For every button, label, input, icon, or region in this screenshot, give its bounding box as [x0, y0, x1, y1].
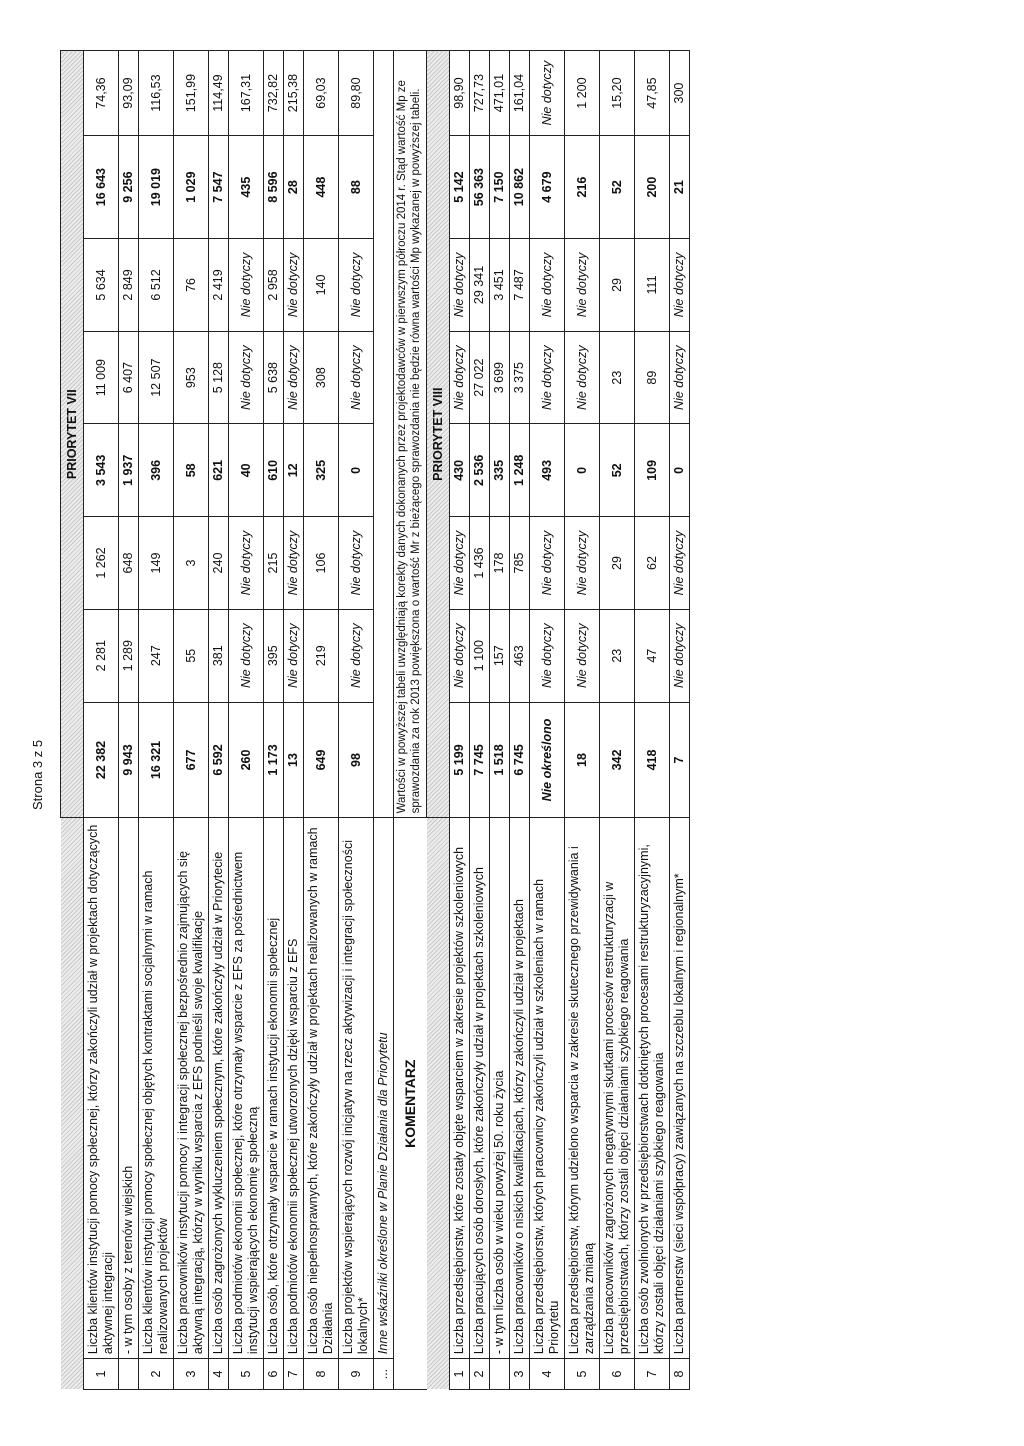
total-cell: 435 [229, 136, 264, 239]
percent-cell: 89,80 [339, 51, 374, 136]
value-cell: 3 451 [490, 239, 510, 332]
row-number: 8 [670, 1359, 690, 1390]
row-number: 3 [510, 1359, 530, 1390]
value-cell: 3 699 [490, 331, 510, 424]
value-cell: Nie dotyczy [530, 517, 565, 610]
priorytet-viii-title: PRIORYTET VIII [427, 51, 450, 818]
value-cell: Nie dotyczy [565, 517, 600, 610]
percent-cell: 15,20 [600, 51, 635, 136]
indicators-table [60, 50, 690, 1390]
percent-cell: 47,85 [635, 51, 670, 136]
value-cell: 18 [565, 702, 600, 818]
percent-cell: 215,38 [284, 51, 304, 136]
total-cell: 88 [339, 136, 374, 239]
value-cell: 342 [600, 702, 635, 818]
value-cell: 7 487 [510, 239, 530, 332]
value-cell: 27 022 [470, 331, 490, 424]
value-cell: 395 [264, 609, 284, 702]
indicator-label: Liczba osób zwolnionych w przedsiębiorstwach dotkniętych procesami restrukturyzacyjnymi, którzy zostali objęci działaniami szybkiego reagowania [635, 818, 670, 1359]
value-cell: Nie dotyczy [530, 331, 565, 424]
value-cell: 2 849 [119, 239, 139, 332]
page-number: Strona 3 z 5 [30, 739, 45, 810]
value-cell: Nie dotyczy [450, 239, 470, 332]
value-cell: 463 [510, 609, 530, 702]
value-cell: 40 [229, 424, 264, 517]
row-number [119, 1359, 139, 1390]
total-cell: 9 256 [119, 136, 139, 239]
total-cell: 28 [284, 136, 304, 239]
row-number: 7 [284, 1359, 304, 1390]
value-cell: Nie dotyczy [450, 331, 470, 424]
value-cell: Nie dotyczy [450, 517, 470, 610]
percent-cell: Nie dotyczy [530, 51, 565, 136]
value-cell: 2 281 [84, 609, 119, 702]
indicator-row [304, 51, 339, 1390]
value-cell: 621 [209, 424, 229, 517]
value-cell: 55 [174, 609, 209, 702]
value-cell: 5 638 [264, 331, 284, 424]
komentarz-heading: KOMENTARZ [394, 818, 427, 1390]
percent-cell: 167,31 [229, 51, 264, 136]
value-cell: 12 [284, 424, 304, 517]
percent-cell: 116,53 [139, 51, 174, 136]
percent-cell: 732,82 [264, 51, 284, 136]
value-cell: 418 [635, 702, 670, 818]
value-cell: Nie dotyczy [284, 331, 304, 424]
value-cell: 7 [670, 702, 690, 818]
indicator-row [635, 51, 670, 1390]
indicator-label: - w tym liczba osób w wieku powyżej 50. roku życia [490, 818, 510, 1359]
value-cell: 98 [339, 702, 374, 818]
value-cell: 9 943 [119, 702, 139, 818]
row-number: 7 [635, 1359, 670, 1390]
value-cell: 381 [209, 609, 229, 702]
percent-cell: 74,36 [84, 51, 119, 136]
value-cell: Nie dotyczy [530, 609, 565, 702]
total-cell: 16 643 [84, 136, 119, 239]
value-cell: 1 173 [264, 702, 284, 818]
value-cell: 1 289 [119, 609, 139, 702]
value-cell: 106 [304, 517, 339, 610]
row-number: 8 [304, 1359, 339, 1390]
value-cell: 3 [174, 517, 209, 610]
value-cell: Nie dotyczy [670, 239, 690, 332]
value-cell: 3 375 [510, 331, 530, 424]
row-number: 5 [565, 1359, 600, 1390]
value-cell: Nie dotyczy [670, 517, 690, 610]
value-cell: 6 512 [139, 239, 174, 332]
indicator-row [229, 51, 264, 1390]
value-cell: 240 [209, 517, 229, 610]
row-number: 3 [174, 1359, 209, 1390]
total-cell: 1 029 [174, 136, 209, 239]
priorytet-viii-section [427, 51, 690, 1390]
total-cell: 4 679 [530, 136, 565, 239]
row-number: 2 [139, 1359, 174, 1390]
value-cell: Nie dotyczy [450, 609, 470, 702]
value-cell: 430 [450, 424, 470, 517]
total-cell: 216 [565, 136, 600, 239]
value-cell: 335 [490, 424, 510, 517]
value-cell: 5 199 [450, 702, 470, 818]
indicator-row [84, 51, 119, 1390]
row-number: 1 [450, 1359, 470, 1390]
indicator-label: Liczba osób niepełnosprawnych, które zakończyły udział w projektach realizowanych w ramach Działania [304, 818, 339, 1359]
indicator-label: Liczba przedsiębiorstw, których pracownicy zakończyli udział w szkoleniach w ramach Priorytetu [530, 818, 565, 1359]
row-number: 4 [530, 1359, 565, 1390]
value-cell: 1 937 [119, 424, 139, 517]
total-cell: 5 142 [450, 136, 470, 239]
value-cell: 89 [635, 331, 670, 424]
row-number: 9 [339, 1359, 374, 1390]
value-cell: 247 [139, 609, 174, 702]
row-number: ... [374, 1359, 394, 1390]
indicator-row [600, 51, 635, 1390]
komentarz-section [374, 51, 427, 1390]
value-cell: 7 745 [470, 702, 490, 818]
percent-cell: 151,99 [174, 51, 209, 136]
total-cell: 8 596 [264, 136, 284, 239]
percent-cell: 300 [670, 51, 690, 136]
percent-cell: 471,01 [490, 51, 510, 136]
total-cell: 200 [635, 136, 670, 239]
value-cell: 52 [600, 424, 635, 517]
value-cell: 12 507 [139, 331, 174, 424]
value-cell: 29 [600, 517, 635, 610]
indicator-row [139, 51, 174, 1390]
value-cell: 16 321 [139, 702, 174, 818]
priorytet-vii-header [61, 51, 84, 1390]
indicator-row [264, 51, 284, 1390]
indicator-label: Liczba pracowników instytucji pomocy i integracji społecznej bezpośrednio zajmujących się aktywną integracją, którzy w wyniku wsparcia z EFS podnieśli swoje kwalifikacje [174, 818, 209, 1359]
value-cell: 396 [139, 424, 174, 517]
value-cell: 47 [635, 609, 670, 702]
other-indicators-label: Inne wskaźniki określone w Planie Działania dla Priorytetu [374, 818, 394, 1359]
indicator-row [565, 51, 600, 1390]
value-cell: Nie dotyczy [339, 331, 374, 424]
indicator-row [284, 51, 304, 1390]
percent-cell: 727,73 [470, 51, 490, 136]
indicator-row [470, 51, 490, 1390]
percent-cell: 98,90 [450, 51, 470, 136]
value-cell: Nie dotyczy [339, 609, 374, 702]
value-cell: 2 419 [209, 239, 229, 332]
value-cell: 62 [635, 517, 670, 610]
value-cell: 6 745 [510, 702, 530, 818]
value-cell: Nie dotyczy [339, 239, 374, 332]
indicator-row [119, 51, 139, 1390]
indicator-label: - w tym osoby z terenów wiejskich [119, 818, 139, 1359]
value-cell: 3 543 [84, 424, 119, 517]
value-cell: Nie dotyczy [565, 609, 600, 702]
value-cell: 493 [530, 424, 565, 517]
value-cell: Nie dotyczy [229, 517, 264, 610]
value-cell: 58 [174, 424, 209, 517]
total-cell: 52 [600, 136, 635, 239]
total-cell: 19 019 [139, 136, 174, 239]
indicator-row [670, 51, 690, 1390]
value-cell: Nie dotyczy [339, 517, 374, 610]
value-cell: 260 [229, 702, 264, 818]
value-cell: Nie dotyczy [284, 239, 304, 332]
value-cell: Nie dotyczy [670, 609, 690, 702]
indicator-label: Liczba pracowników o niskich kwalifikacjach, którzy zakończyli udział w projektach [510, 818, 530, 1359]
value-cell: 0 [339, 424, 374, 517]
indicator-label: Liczba projektów wspierających rozwój inicjatyw na rzecz aktywizacji i integracji społeczności lokalnych* [339, 818, 374, 1359]
value-cell: 76 [174, 239, 209, 332]
value-cell: 0 [670, 424, 690, 517]
priorytet-vii-section [61, 51, 374, 1390]
value-cell: 649 [304, 702, 339, 818]
indicator-row [450, 51, 470, 1390]
indicator-label: Liczba przedsiębiorstw, które zostały objęte wsparciem w zakresie projektów szkoleniowych [450, 818, 470, 1359]
value-cell: Nie dotyczy [565, 331, 600, 424]
value-cell: 215 [264, 517, 284, 610]
value-cell: Nie dotyczy [530, 239, 565, 332]
indicator-label: Liczba klientów instytucji pomocy społecznej, którzy zakończyli udział w projektach dotyczących aktywnej integracji [84, 818, 119, 1359]
indicator-label: Liczba osób zagrożonych wykluczeniem społecznym, które zakończyły udział w Priorytecie [209, 818, 229, 1359]
value-cell: 22 382 [84, 702, 119, 818]
value-cell: 1 100 [470, 609, 490, 702]
total-cell: 7 150 [490, 136, 510, 239]
value-cell: 13 [284, 702, 304, 818]
komentarz-row [394, 51, 427, 1390]
value-cell: 648 [119, 517, 139, 610]
row-number: 6 [600, 1359, 635, 1390]
value-cell: 1 518 [490, 702, 510, 818]
indicator-row [490, 51, 510, 1390]
value-cell: 677 [174, 702, 209, 818]
percent-cell: 93,09 [119, 51, 139, 136]
indicator-label: Liczba podmiotów ekonomii społecznej utworzonych dzięki wsparciu z EFS [284, 818, 304, 1359]
percent-cell: 114,49 [209, 51, 229, 136]
indicator-row [510, 51, 530, 1390]
value-cell: 610 [264, 424, 284, 517]
percent-cell: 69,03 [304, 51, 339, 136]
total-cell: 448 [304, 136, 339, 239]
value-cell: 953 [174, 331, 209, 424]
total-cell: 7 547 [209, 136, 229, 239]
row-number: 5 [229, 1359, 264, 1390]
indicator-row [530, 51, 565, 1390]
value-cell: 140 [304, 239, 339, 332]
page-footer [30, 730, 54, 830]
value-cell: 109 [635, 424, 670, 517]
value-cell: 6 592 [209, 702, 229, 818]
row-number: 2 [470, 1359, 490, 1390]
percent-cell: 161,04 [510, 51, 530, 136]
value-cell: 1 262 [84, 517, 119, 610]
value-cell: 2 958 [264, 239, 284, 332]
value-cell: 23 [600, 609, 635, 702]
total-cell: 10 862 [510, 136, 530, 239]
value-cell: 308 [304, 331, 339, 424]
indicator-label: Liczba partnerstw (sieci współpracy) zawiązanych na szczeblu lokalnym i regionalnym* [670, 818, 690, 1359]
value-cell: 6 407 [119, 331, 139, 424]
value-cell: 178 [490, 517, 510, 610]
indicator-label: Liczba pracowników zagrożonych negatywnymi skutkami procesów restrukturyzacji w przedsiębiorstwach, którzy zostali objęci działaniami szybkiego reagowania [600, 818, 635, 1359]
indicator-row [209, 51, 229, 1390]
value-cell: 111 [635, 239, 670, 332]
percent-cell: 1 200 [565, 51, 600, 136]
value-cell: 0 [565, 424, 600, 517]
value-cell: Nie określono [530, 702, 565, 818]
value-cell: 23 [600, 331, 635, 424]
row-number: 6 [264, 1359, 284, 1390]
rotated-page [60, 50, 960, 1390]
value-cell: 325 [304, 424, 339, 517]
indicator-label: Liczba klientów instytucji pomocy społecznej objętych kontraktami socjalnymi w ramach realizowanych projektów [139, 818, 174, 1359]
total-cell: 21 [670, 136, 690, 239]
value-cell: 5 634 [84, 239, 119, 332]
row-number [490, 1359, 510, 1390]
total-cell: 56 363 [470, 136, 490, 239]
value-cell: Nie dotyczy [670, 331, 690, 424]
value-cell: 5 128 [209, 331, 229, 424]
indicator-label: Liczba pracujących osób dorosłych, które zakończyły udział w projektach szkoleniowych [470, 818, 490, 1359]
value-cell: 157 [490, 609, 510, 702]
row-number: 1 [84, 1359, 119, 1390]
value-cell: 1 436 [470, 517, 490, 610]
komentarz-text: Wartości w powyższej tabeli uwzględniają korekty danych dokonanych przez projektodawców w pierwszym półroczu 2014 r. Stąd wartość Mp ze sprawozdania za rok 2013 powiększona o wartość Mr z bieżącego sprawozdania nie będzie równa wartości Mp wykazanej w powyższej tabeli. [394, 51, 427, 818]
value-cell: 2 536 [470, 424, 490, 517]
value-cell: Nie dotyczy [229, 331, 264, 424]
indicator-row [339, 51, 374, 1390]
value-cell: 149 [139, 517, 174, 610]
value-cell: Nie dotyczy [565, 239, 600, 332]
indicator-row [174, 51, 209, 1390]
value-cell: 29 341 [470, 239, 490, 332]
priorytet-viii-header [427, 51, 450, 1390]
indicator-label: Liczba przedsiębiorstw, którym udzielono wsparcia w zakresie skutecznego przewidywania i zarządzania zmianą [565, 818, 600, 1359]
indicator-label: Liczba podmiotów ekonomii społecznej, które otrzymały wsparcie z EFS za pośrednictwem instytucji wspierających ekonomię społeczną [229, 818, 264, 1359]
value-cell: Nie dotyczy [229, 239, 264, 332]
value-cell: 29 [600, 239, 635, 332]
row-number: 4 [209, 1359, 229, 1390]
value-cell: Nie dotyczy [284, 609, 304, 702]
value-cell: 11 009 [84, 331, 119, 424]
value-cell: Nie dotyczy [229, 609, 264, 702]
indicator-label: Liczba osób, które otrzymały wsparcie w ramach instytucji ekonomii społecznej [264, 818, 284, 1359]
priorytet-vii-title: PRIORYTET VII [61, 51, 84, 818]
other-indicators-row [374, 51, 394, 1390]
value-cell: 219 [304, 609, 339, 702]
value-cell: 785 [510, 517, 530, 610]
value-cell: 1 248 [510, 424, 530, 517]
value-cell: Nie dotyczy [284, 517, 304, 610]
